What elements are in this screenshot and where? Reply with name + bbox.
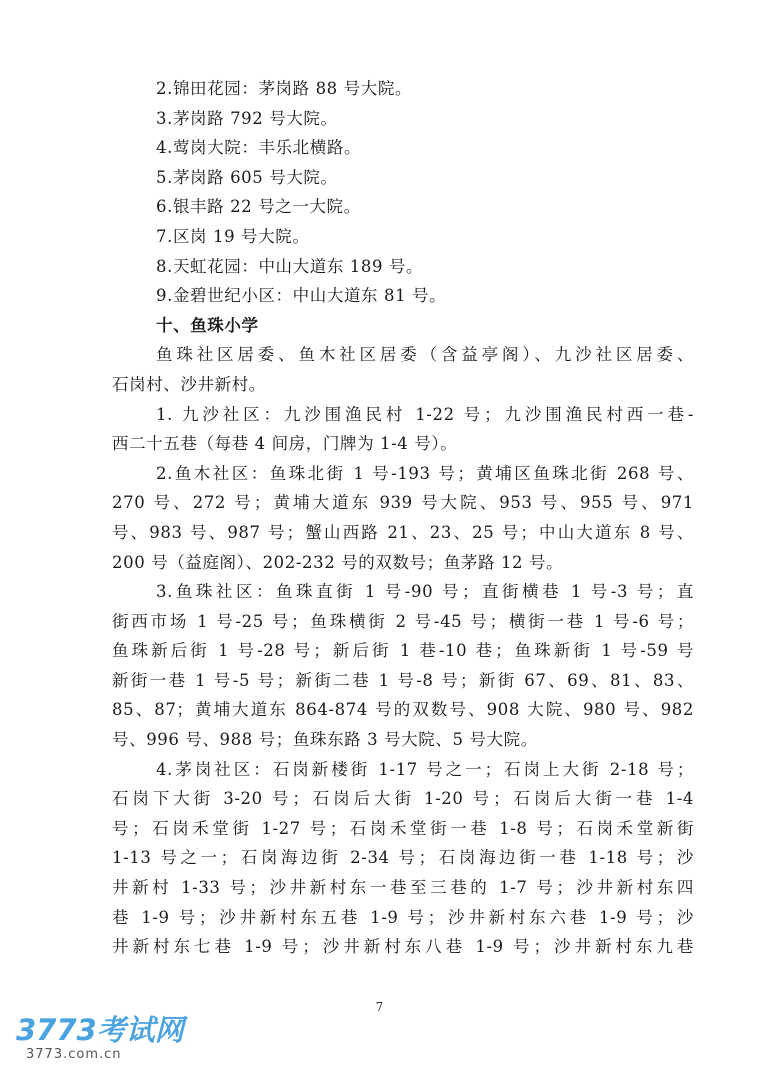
text-line: 1-13 号之一；石岗海边街 2-34 号；石岗海边街一巷 1-18 号；沙: [112, 848, 694, 868]
text-line: 9.金碧世纪小区：中山大道东 81 号。: [156, 286, 447, 306]
text-line: 4.莺岗大院：丰乐北横路。: [156, 138, 362, 158]
text-line: 井新村 1-33 号；沙井新村东一巷至三巷的 1-7 号；沙井新村东四: [112, 878, 694, 898]
text-line: 5.茅岗路 605 号大院。: [156, 167, 338, 187]
text-line: 2.锦田花园：茅岗路 88 号大院。: [156, 79, 413, 98]
section-heading: 十、鱼珠小学: [156, 315, 259, 335]
text-line: 6.银丰路 22 号之一大院。: [156, 197, 361, 217]
text-line: 200 号（益庭阁）、202-232 号的双数号；鱼茅路 12 号。: [112, 552, 564, 572]
text-line: 新街一巷 1 号-5 号；新街二巷 1 号-8 号；新街 67、69、81、83、: [112, 670, 694, 690]
watermark: [16, 1014, 186, 1074]
text-line: 号；石岗禾堂街 1-27 号；石岗禾堂街一巷 1-8 号；石岗禾堂新街: [112, 818, 694, 838]
text-line: 石岗下大街 3-20 号；石岗后大街 1-20 号；石岗后大街一巷 1-4: [112, 789, 694, 809]
text-line: 鱼珠社区居委、鱼木社区居委（含益亭阁）、九沙社区居委、: [156, 345, 694, 365]
text-line: 巷 1-9 号；沙井新村东五巷 1-9 号；沙井新村东六巷 1-9 号；沙: [112, 907, 694, 927]
text-line: 鱼珠新后街 1 号-28 号；新后街 1 巷-10 巷；鱼珠新街 1 号-59 号: [112, 641, 694, 661]
document-body: [112, 74, 694, 962]
text-line: 8.天虹花园：中山大道东 189 号。: [156, 256, 424, 276]
text-line: 街西市场 1 号-25 号；鱼珠横街 2 号-45 号；横街一巷 1 号-6 号；: [112, 611, 694, 631]
page-number: 7: [375, 1000, 384, 1014]
text-line: 井新村东七巷 1-9 号；沙井新村东八巷 1-9 号；沙井新村东九巷: [112, 937, 694, 957]
text-line: 1. 九沙社区：九沙围渔民村 1-22 号；九沙围渔民村西一巷-: [156, 404, 694, 424]
watermark-logo: 3773考试网: [16, 1013, 184, 1047]
text-line: 西二十五巷（每巷 4 间房，门牌为 1-4 号）。: [112, 434, 458, 454]
text-line: 2.鱼木社区：鱼珠北街 1 号-193 号；黄埔区鱼珠北街 268 号、: [156, 463, 694, 483]
text-line: 石岗村、沙井新村。: [112, 374, 266, 394]
watermark-url: 3773.com.cn: [26, 1047, 122, 1062]
text-line: 85、87；黄埔大道东 864-874 号的双数号、908 大院、980 号、982: [112, 700, 694, 720]
text-line: 270 号、272 号；黄埔大道东 939 号大院、953 号、955 号、971: [112, 493, 694, 513]
text-line: 3.茅岗路 792 号大院。: [156, 108, 338, 128]
text-line: 号、996 号、988 号；鱼珠东路 3 号大院、5 号大院。: [112, 730, 538, 750]
text-line: 4.茅岗社区：石岗新楼街 1-17 号之一；石岗上大街 2-18 号；: [156, 759, 694, 779]
text-line: 号、983 号、987 号；蟹山西路 21、23、25 号；中山大道东 8 号、: [112, 522, 694, 542]
text-line: 3.鱼珠社区：鱼珠直街 1 号-90 号；直街横巷 1 号-3 号；直: [156, 582, 694, 602]
text-line: 7.区岗 19 号大院。: [156, 226, 310, 246]
